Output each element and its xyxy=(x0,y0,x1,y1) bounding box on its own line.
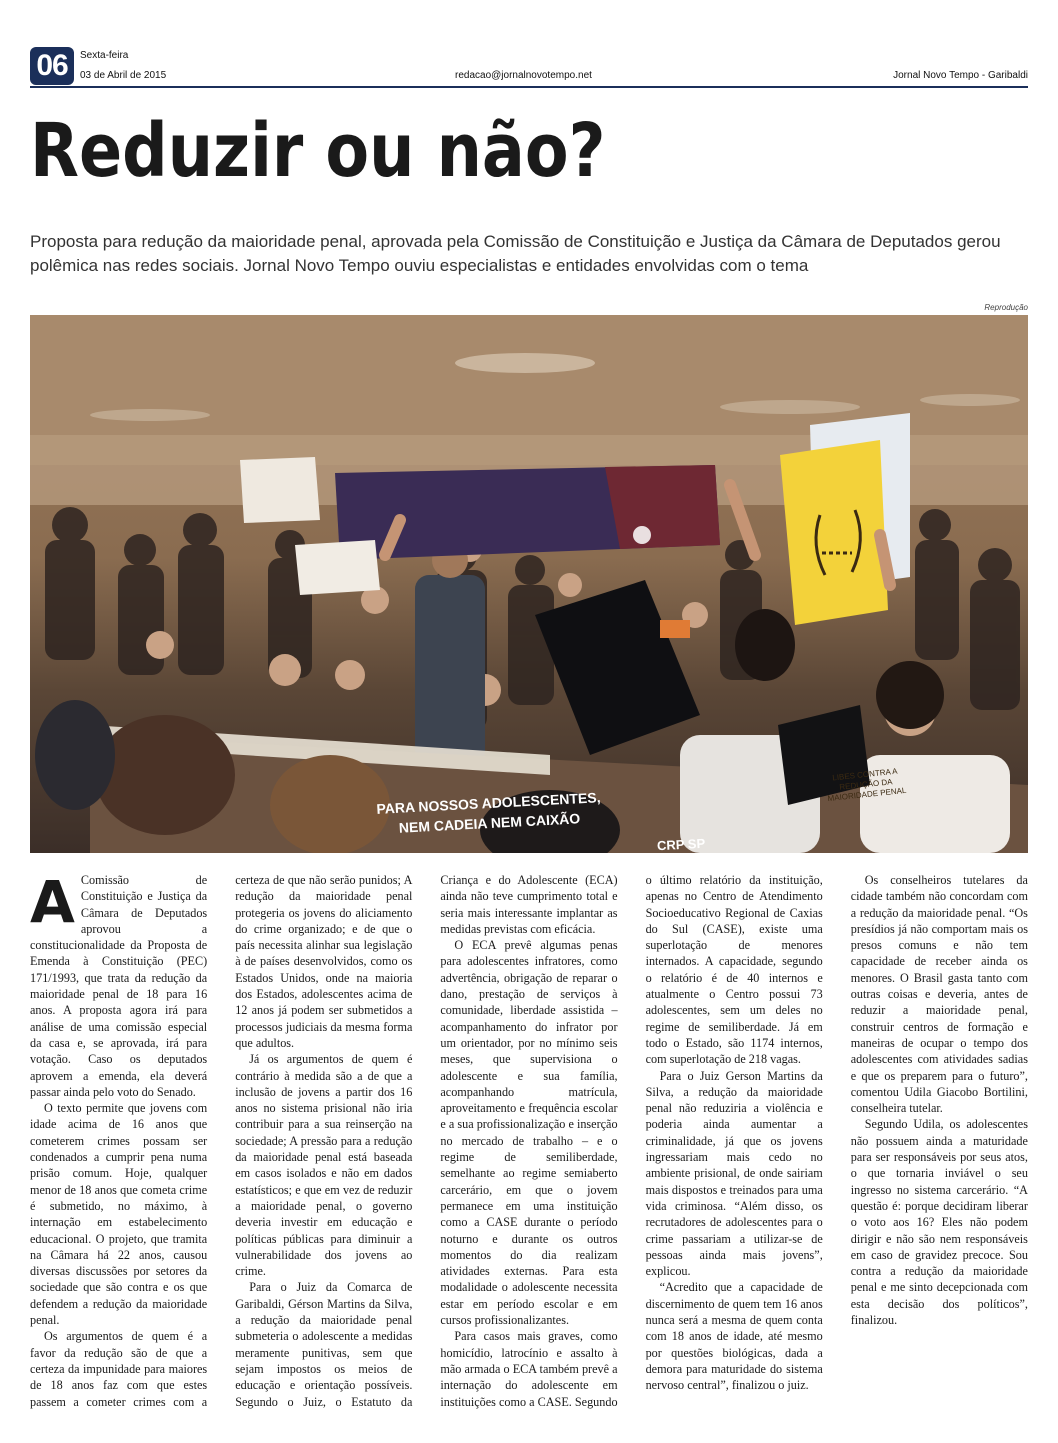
yellow-protest-sign xyxy=(780,440,888,625)
banner-text: PARA NOSSOS ADOLESCENTES, NEM CADEIA NEM CAIXÃO xyxy=(376,789,601,836)
yellow-sign-text: LIBES CONTRA A REDUÇÃO DA MAIORIDADE PENAL xyxy=(827,766,907,804)
article-paragraph: O ECA prevê algumas penas para adolescentes infratores, como advertência, obrigação de reparar o dano, prestação de serviços à comunidade, liberdade assistida – acompanhamento do infrator por um orientador, por no mínimo seis meses, que supervisiona o adolescente e sua família, acompanhando matrícula, aproveitamento e frequência escolar e a sua profissionalização e inserção no mercado de trabalho – e o regime de semiliberdade, semelhante ao regime semiaberto carcerário, em que o jovem permanece em uma instituição como a CASE durante o período noturno e durante os outros momentos do dia realizam atividades externas. Para esta modalidade o adolescente necessita estar em período escolar e em cursos profissionalizantes. xyxy=(440,938,618,1328)
article-paragraph: Já os argumentos de quem é contrário à medida são a de que a inclusão de jovens a partir dos 16 anos no sistema prisional não iria contribuir para a sua reinserção na sociedade; A pressão para a redução da maioridade penal está baseada em casos isolados e não em dados estatísticos; e que em vez de reduzir a maioridade penal, o governo deveria investir em educação e políticas públicas para diminuir a vulnerabilidade dos jovens ao crime. xyxy=(235,1052,413,1279)
drop-cap: A xyxy=(30,868,75,936)
headline: Reduzir ou não? xyxy=(30,108,606,194)
article-paragraph: O texto permite que jovens com idade acima de 16 anos que cometerem crimes possam ser condenados a cumprir pena numa prisão comum. Hoje, qualquer menor de 18 anos que cometa crime é submetido, no máximo, à internação em estabelecimento educacional. O projeto, que tramita na Câmara há 22 anos, causou diversas discussões por setores da sociedade que são contra e os que defendem a redução da maioridade penal. xyxy=(30,1101,208,1328)
subheadline: Proposta para redução da maioridade penal, aprovada pela Comissão de Constituição e Justiça da Câmara de Deputados gerou polêmica nas redes sociais. Jornal Novo Tempo ouviu especialistas e entidades envolvidas com o tema xyxy=(30,232,1001,275)
newspaper-name: Jornal Novo Tempo - Garibaldi xyxy=(893,70,1028,81)
article-paragraph: Segundo Udila, os adolescentes não possuem ainda a maturidade para ser responsáveis por seus atos, o que tornaria inviável o seu ingresso no sistema carcerário. “A questão é: porque decidiram liberar o voto aos 16? Eles não podem dirigir e não são nem responsáveis em caso de gravidez precoce. Sou contra a redução da maioridade penal e me sinto decepcionada com esta decisão dos políticos”, finalizou. xyxy=(850,1117,1028,1328)
article-paragraph: Os argumentos de quem é a favor da redução são de que a certeza da impunidade para maiores de 18 anos faz com que estes passem a cometer crimes com a certeza de que não serão punidos; A redução da maioridade penal protegeria os jovens do aliciamento do crime organizado; e de que o país necessita alinhar sua legislação à de países desenvolvidos, como os Estados Unidos, onde na maioria dos Estados, adolescentes acima de 12 anos já podem ser submetidos a processos judiciais da mesma forma que adultos. xyxy=(30,873,413,1409)
article-paragraph: Para o Juiz da Comarca de Garibaldi, Gérson Martins da Silva, a redução da maioridade penal submeteria o adolescente a medidas meramente punitivas, sem que sejam impostos os meios de educação e orientação possíveis. Segundo o Juiz, o Estatuto da Criança e do Adolescente (ECA) ainda não teve cumprimento total e seria mais interessante implantar as medidas previstas com eficácia. xyxy=(235,873,618,1409)
news-photo xyxy=(30,315,1028,853)
article-paragraph xyxy=(30,868,208,1100)
banner-organization: CRP SP xyxy=(656,835,706,853)
article-paragraph: Para casos mais graves, como homicídio, latrocínio e assalto à mão armada o ECA também prevê a internação do adolescente em instituições como a CASE. Segundo o último relatório da instituição, apenas no Centro de Atendimento Socioeducativo Regional de Caxias do Sul (CASE), existe uma superlotação de menores internados. A capacidade, segundo o relatório é de 40 internos e atualmente o Centro possui 73 adolescentes, sem um deles no regime de semiliberdade. Já em todo o Estado, são 1174 internos, com superlotação de 218 vagas. xyxy=(440,873,823,1409)
article-paragraph: Os conselheiros tutelares da cidade também não concordam com a redução da maioridade penal. “Os presídios já não comportam mais os presos comuns e não tem capacidade de receber ainda os menores. O Brasil gasta tanto com outras coisas e deveria, antes de reduzir a maioridade penal, construir centros de formação e maneiras de ocupar o tempo dos adolescentes com atividades sadias e que os preparem para o futuro”, comentou Udila Giacobo Bortilini, conselheira tutelar. xyxy=(850,873,1028,1116)
article-paragraph: Para o Juiz Gerson Martins da Silva, a redução da maioridade penal não reduziria a violência e poderia ainda aumentar a criminalidade, já que os jovens ingressariam mais cedo no ambiente prisional, de onde sairiam mais dispostos e treinados para uma vida criminosa. “Além disso, os recrutadores de adolescentes para o crime passariam a utilizar-se de pessoas ainda mais jovens”, explicou. xyxy=(645,1068,823,1279)
page-number: 06 xyxy=(30,47,74,85)
article-body xyxy=(30,868,1028,1412)
black-protest-sign xyxy=(535,580,700,755)
header-divider xyxy=(30,86,1028,88)
weekday: Sexta-feira xyxy=(80,50,129,61)
photo-credit: Reprodução xyxy=(984,303,1028,312)
article-paragraph: “Acredito que a capacidade de discernimento de quem tem 16 anos nunca será a mesma de quem conta com 18 anos de idade, até mesmo por questões biológicas, dada a demora para maturidade do sistema nervoso central”, finalizou o juiz. xyxy=(645,1280,823,1393)
paragraph-text: Comissão de Constituição e Justiça da Câmara de Deputados aprovou a constitucionalidade da Proposta de Emenda à Constituição (PEC) 171/1993, que trata da redução da maioridade penal de 18 para 16 anos. A proposta agora irá para análise de uma comissão especial da casa e, se aprovada, irá para votação. Caso os deputados aprovem a emenda, ela deverá passar ainda pelo voto do Senado. xyxy=(30,873,208,1099)
man-in-suit xyxy=(415,575,485,765)
issue-date: 03 de Abril de 2015 xyxy=(80,70,167,81)
contact-email[interactable]: redacao@jornalnovotempo.net xyxy=(455,70,592,81)
